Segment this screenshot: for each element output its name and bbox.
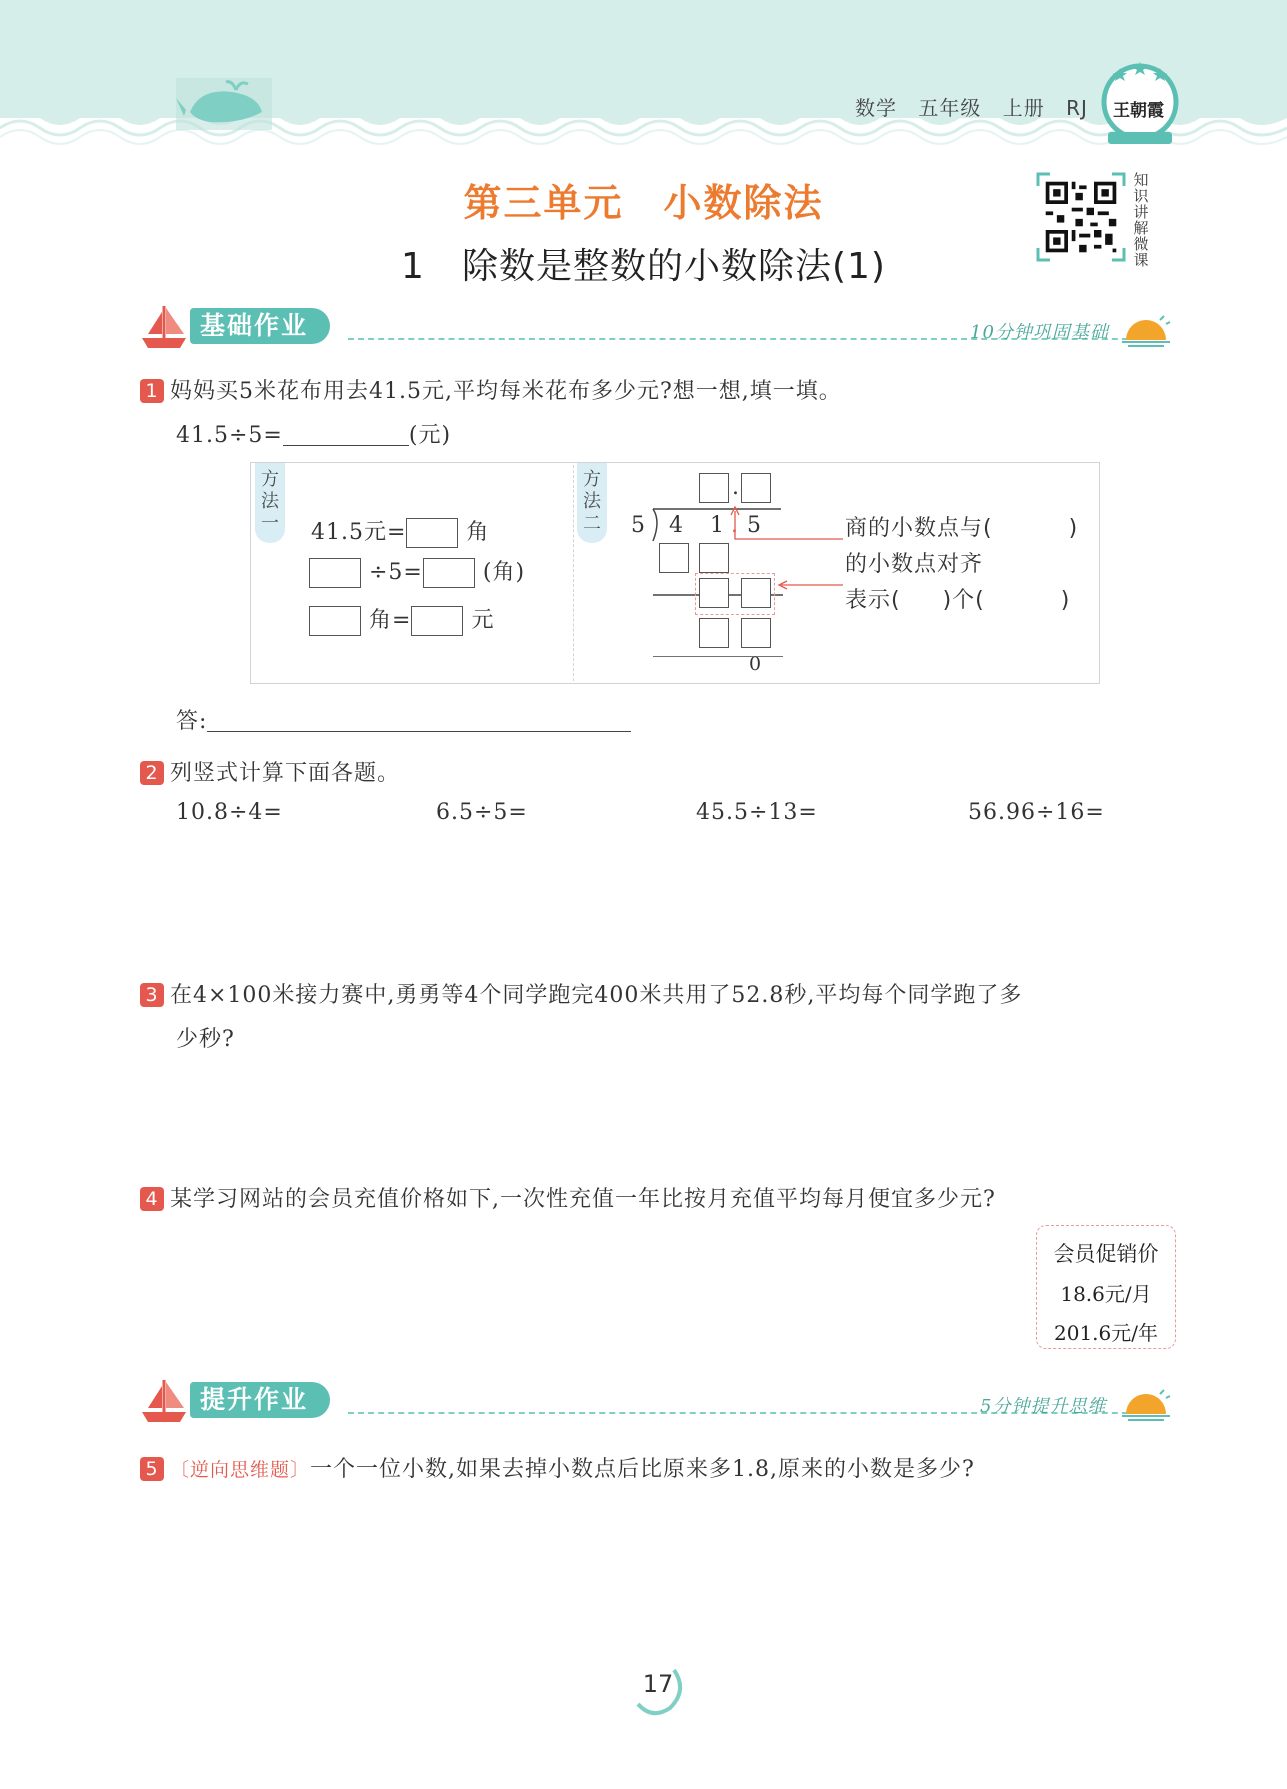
note1-part-a: 商的小数点与( <box>845 516 993 541</box>
note3-part-a: 表示( <box>845 588 901 613</box>
promo-title: 会员促销价 <box>1053 1242 1159 1266</box>
note-line-2: 的小数点对齐 <box>845 552 984 577</box>
divisor: 5 <box>631 513 646 538</box>
page-number: 17 <box>642 1670 674 1698</box>
question-1-number: 1 <box>140 379 164 403</box>
sailboat-icon <box>138 1378 190 1424</box>
product-box-2[interactable] <box>699 543 729 573</box>
final-remainder: 0 <box>749 653 763 675</box>
unit-title: 第三单元 小数除法 <box>463 181 824 225</box>
q1-answer-blank[interactable] <box>283 423 409 446</box>
whale-icon <box>176 78 272 130</box>
product-box-1[interactable] <box>659 543 689 573</box>
question-3-text-line-1: 在4×100米接力赛中,勇勇等4个同学跑完400米共用了52.8秒,平均每个同学跑了多 <box>170 983 1023 1008</box>
method-1-line-1 <box>311 515 489 548</box>
m1-line2-middle: ÷5= <box>369 560 423 585</box>
sunset-icon <box>1120 1388 1172 1422</box>
question-3-text-line-2: 少秒? <box>176 1027 235 1052</box>
m1-box-5[interactable] <box>411 606 463 636</box>
m1-box-1[interactable] <box>406 518 458 548</box>
dividend-dot: . <box>731 513 739 538</box>
advanced-section-tag: 5分钟提升思维 <box>980 1396 1107 1417</box>
volume-label: 上册 <box>1002 96 1045 120</box>
methods-panel <box>250 462 1100 684</box>
bottom-box-1[interactable] <box>699 618 729 648</box>
dividend-digit-1: 4 <box>669 513 684 538</box>
question-4-text: 某学习网站的会员充值价格如下,一次性充值一年比按月充值平均每月便宜多少元? <box>170 1187 996 1212</box>
basic-section-banner <box>138 304 1178 350</box>
q2-item-3: 45.5÷13= <box>696 800 818 825</box>
note3-part-c: ) <box>1060 588 1071 613</box>
question-5-tag: 〔逆向思维题〕 <box>170 1459 311 1481</box>
dividend-digit-3: 5 <box>747 513 762 538</box>
q2-item-1: 10.8÷4= <box>176 800 283 825</box>
sunset-icon <box>1120 314 1172 348</box>
note-line-1 <box>845 511 1078 542</box>
m1-line3-middle: 角= <box>369 608 412 633</box>
m1-line3-suffix: 元 <box>471 608 495 633</box>
question-5 <box>140 1452 1190 1483</box>
method-2-tag: 方法二 <box>577 463 607 543</box>
question-3-number: 3 <box>140 983 164 1007</box>
note-line-3 <box>845 583 1070 614</box>
q1-answer-line[interactable] <box>207 709 631 732</box>
m1-line1-suffix: 角 <box>466 520 490 545</box>
question-5-text: 一个一位小数,如果去掉小数点后比原来多1.8,原来的小数是多少? <box>310 1457 975 1482</box>
edition-label: RJ <box>1066 96 1088 120</box>
basic-section-label: 基础作业 <box>190 308 330 344</box>
question-1-text: 妈妈买5米花布用去41.5元,平均每米花布多少元?想一想,填一填。 <box>170 379 842 404</box>
grade-label: 五年级 <box>918 96 982 120</box>
m1-line2-suffix: (角) <box>482 560 526 585</box>
q1-answer-row <box>176 704 631 735</box>
advanced-section-banner <box>138 1378 1178 1424</box>
m1-box-4[interactable] <box>309 606 361 636</box>
question-1 <box>140 374 842 405</box>
note3-part-b: )个( <box>942 588 985 613</box>
m1-box-3[interactable] <box>423 558 475 588</box>
q1-equation-left: 41.5÷5= <box>176 423 283 448</box>
dividend-digit-2: 1 <box>710 513 725 538</box>
m1-box-2[interactable] <box>309 558 361 588</box>
answer-label: 答: <box>176 709 208 734</box>
question-3 <box>140 978 1180 1009</box>
qr-frame <box>1036 172 1126 262</box>
question-5-number: 5 <box>140 1457 164 1481</box>
subject-info <box>855 92 1088 121</box>
question-4-number: 4 <box>140 1187 164 1211</box>
question-4 <box>140 1182 1190 1213</box>
advanced-section-label: 提升作业 <box>190 1382 330 1418</box>
quotient-box-2[interactable] <box>741 473 771 503</box>
sailboat-icon <box>138 304 190 350</box>
question-2 <box>140 756 400 787</box>
subject-label: 数学 <box>855 96 897 120</box>
brand-name: 王朝霞 <box>1113 101 1164 121</box>
promo-price-box <box>1036 1225 1176 1349</box>
bottom-box-2[interactable] <box>741 618 771 648</box>
remainder-box-1[interactable] <box>699 578 729 608</box>
q2-item-2: 6.5÷5= <box>436 800 528 825</box>
q2-item-4: 56.96÷16= <box>968 800 1105 825</box>
note1-part-b: ) <box>1068 516 1079 541</box>
lesson-title: 1 除数是整数的小数除法(1) <box>401 246 886 287</box>
promo-yearly-price: 201.6元/年 <box>1054 1321 1158 1345</box>
promo-monthly-price: 18.6元/月 <box>1060 1282 1152 1306</box>
method-1-line-3 <box>309 603 494 636</box>
basic-section-tag: 10分钟巩固基础 <box>970 322 1109 343</box>
q1-unit: (元) <box>408 423 452 448</box>
quotient-dot: . <box>732 475 740 500</box>
header-wave-band <box>0 0 1287 150</box>
question-1-equation <box>176 418 451 449</box>
question-2-number: 2 <box>140 761 164 785</box>
qr-label: 知识讲解微课 <box>1133 171 1149 269</box>
annotation-arrows <box>727 503 847 603</box>
method-1-tag: 方法一 <box>255 463 285 543</box>
methods-divider <box>573 465 574 681</box>
question-2-text: 列竖式计算下面各题。 <box>170 761 401 786</box>
quotient-box-1[interactable] <box>699 473 729 503</box>
m1-line1-prefix: 41.5元= <box>311 520 407 545</box>
method-1-line-2 <box>309 555 525 588</box>
